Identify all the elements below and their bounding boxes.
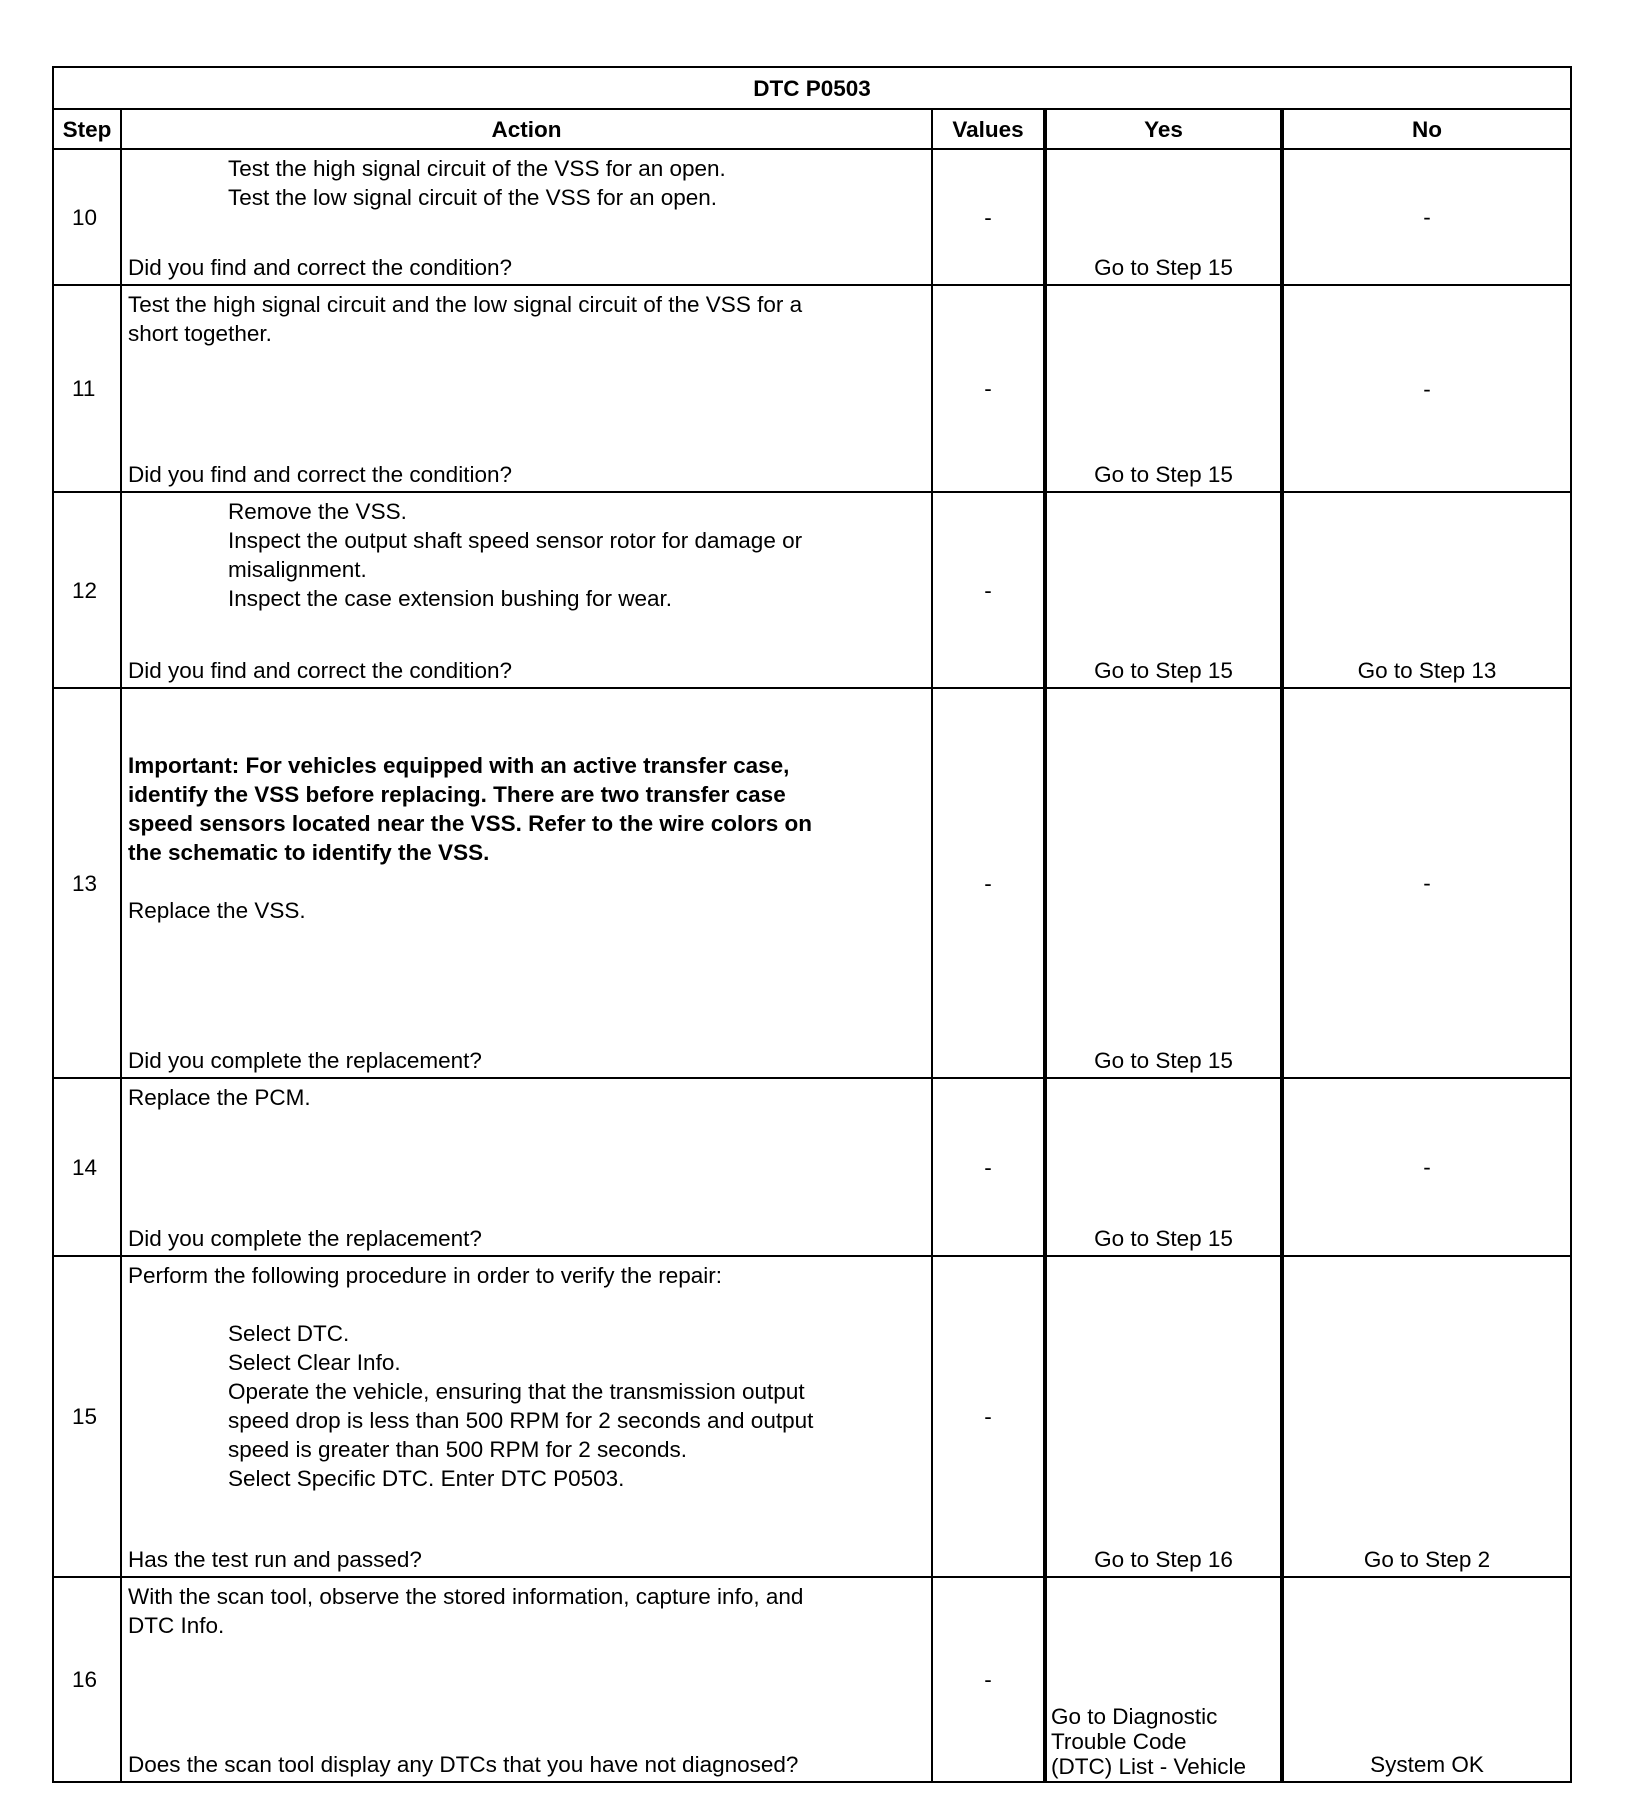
action-line: Remove the VSS. [228, 499, 407, 524]
step-question: Did you find and correct the condition? [128, 462, 512, 487]
action-cell [121, 1577, 932, 1782]
important-note-line: Important: For vehicles equipped with an active transfer case, [128, 753, 790, 778]
action-line [128, 693, 931, 722]
action-line: Replace the PCM. [128, 1085, 311, 1110]
diagnostic-table [52, 66, 1572, 1783]
action-line: Inspect the output shaft speed sensor rotor for damage or [228, 528, 803, 553]
yes-action: Go to Step 15 [1094, 1048, 1233, 1073]
no-cell [1282, 492, 1571, 688]
action-cell [121, 1256, 932, 1577]
no-cell [1282, 688, 1571, 1078]
action-line [128, 1290, 931, 1319]
yes-cell [1045, 285, 1282, 492]
yes-cell [1045, 492, 1282, 688]
header-step: Step [53, 109, 121, 149]
step-question: Did you complete the replacement? [128, 1226, 482, 1251]
no-action: - [1423, 376, 1431, 401]
action-line: Perform the following procedure in order to verify the repair: [128, 1263, 723, 1288]
action-line [128, 867, 931, 896]
step-question: Did you find and correct the condition? [128, 255, 512, 280]
table-row [53, 285, 1571, 492]
table-row [53, 688, 1571, 1078]
table-row [53, 1256, 1571, 1577]
step-number: 12 [53, 492, 121, 688]
yes-action: Go to Step 16 [1094, 1547, 1233, 1572]
values-cell: - [932, 285, 1045, 492]
action-line: speed drop is less than 500 RPM for 2 seconds and output [228, 1408, 814, 1433]
action-cell [121, 285, 932, 492]
yes-cell [1045, 1078, 1282, 1256]
yes-action: Go to Step 15 [1094, 1226, 1233, 1251]
header-action: Action [121, 109, 932, 149]
no-cell [1282, 1078, 1571, 1256]
action-line [128, 722, 931, 751]
step-number: 13 [53, 688, 121, 1078]
action-line: Operate the vehicle, ensuring that the transmission output [228, 1379, 805, 1404]
action-cell [121, 1078, 932, 1256]
important-note-line: identify the VSS before replacing. There are two transfer case [128, 782, 786, 807]
yes-cell [1045, 1256, 1282, 1577]
no-action: Go to Step 2 [1363, 1547, 1491, 1572]
no-action: - [1423, 1154, 1431, 1180]
action-line: Select Specific DTC. Enter DTC P0503. [228, 1466, 625, 1491]
table-row [53, 492, 1571, 688]
values-cell: - [932, 149, 1045, 285]
header-values: Values [932, 109, 1045, 149]
action-line: Replace the VSS. [128, 898, 306, 923]
no-cell [1282, 1256, 1571, 1577]
yes-cell [1045, 149, 1282, 285]
action-line: short together. [128, 321, 272, 346]
no-cell [1282, 285, 1571, 492]
action-line: Test the low signal circuit of the VSS for an open. [228, 185, 718, 210]
important-note-line: the schematic to identify the VSS. [128, 840, 490, 865]
yes-action: Go to Step 15 [1094, 658, 1233, 683]
values-cell: - [932, 1256, 1045, 1577]
table-title: DTC P0503 [53, 67, 1571, 109]
action-line: speed is greater than 500 RPM for 2 seconds. [228, 1437, 688, 1462]
action-cell [121, 492, 932, 688]
no-cell [1282, 149, 1571, 285]
no-action: Go to Step 13 [1357, 658, 1497, 683]
action-cell [121, 149, 932, 285]
action-line: Test the high signal circuit and the low signal circuit of the VSS for a [128, 292, 803, 317]
table-row [53, 149, 1571, 285]
table-row [53, 1078, 1571, 1256]
yes-action: Go to Step 15 [1094, 255, 1233, 280]
important-note-line: speed sensors located near the VSS. Refer to the wire colors on [128, 811, 812, 836]
table-body [53, 149, 1571, 1782]
action-line: misalignment. [228, 557, 367, 582]
header-no: No [1282, 109, 1571, 149]
action-cell [121, 688, 932, 1078]
action-line: DTC Info. [128, 1613, 225, 1638]
step-number: 11 [53, 285, 121, 492]
step-number: 10 [53, 149, 121, 285]
step-question: Has the test run and passed? [128, 1547, 422, 1572]
action-line: Inspect the case extension bushing for wear. [228, 586, 673, 611]
step-number: 14 [53, 1078, 121, 1256]
step-number: 16 [53, 1577, 121, 1782]
step-number: 15 [53, 1256, 121, 1577]
values-cell: - [932, 688, 1045, 1078]
action-line: Select Clear Info. [228, 1350, 401, 1375]
step-question: Did you complete the replacement? [128, 1048, 482, 1073]
no-cell [1282, 1577, 1571, 1782]
yes-cell [1045, 688, 1282, 1078]
values-cell: - [932, 1078, 1045, 1256]
table-row [53, 1577, 1571, 1782]
action-line: With the scan tool, observe the stored information, capture info, and [128, 1584, 804, 1609]
step-question: Does the scan tool display any DTCs that you have not diagnosed? [128, 1752, 799, 1777]
yes-action: Go to Step 15 [1094, 462, 1233, 487]
no-action: - [1423, 204, 1431, 230]
action-line: Test the high signal circuit of the VSS for an open. [228, 156, 726, 181]
step-question: Did you find and correct the condition? [128, 658, 512, 683]
yes-action: Go to Diagnostic Trouble Code (DTC) List - Vehicle [1051, 1704, 1247, 1779]
values-cell: - [932, 1577, 1045, 1782]
values-cell: - [932, 492, 1045, 688]
no-action: System OK [1370, 1752, 1484, 1777]
action-line: Select DTC. [228, 1321, 350, 1346]
header-yes: Yes [1045, 109, 1282, 149]
no-action: - [1423, 870, 1431, 896]
yes-cell [1045, 1577, 1282, 1782]
